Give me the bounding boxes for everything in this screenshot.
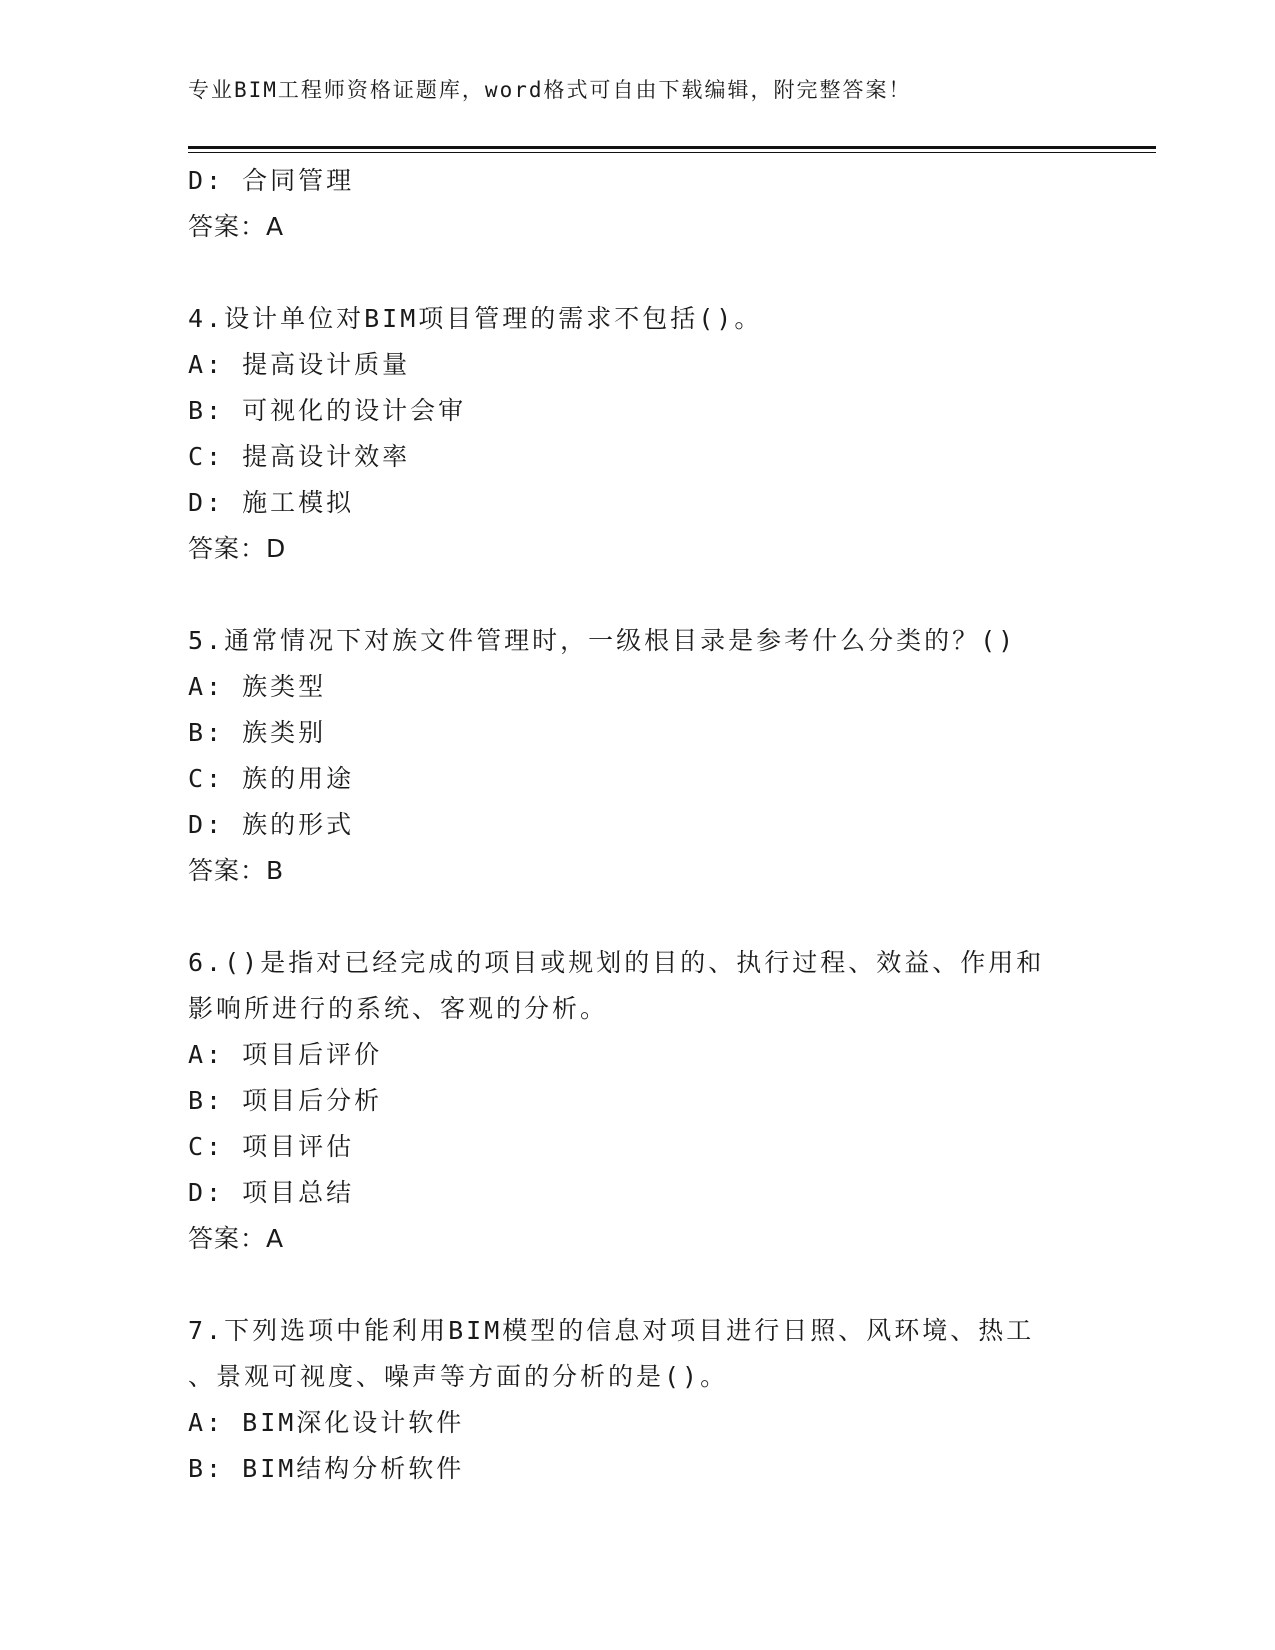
header-rule-thin bbox=[188, 152, 1156, 153]
answer-line: 答案：A bbox=[188, 1224, 285, 1253]
spacer bbox=[188, 1262, 1088, 1308]
option-b: B: BIM结构分析软件 bbox=[188, 1454, 465, 1483]
question-stem: 5.通常情况下对族文件管理时，一级根目录是参考什么分类的？() bbox=[188, 626, 1017, 655]
option-b: B: 可视化的设计会审 bbox=[188, 396, 467, 425]
option-d: D: 族的形式 bbox=[188, 810, 355, 839]
option-c: C: 族的用途 bbox=[188, 764, 355, 793]
answer-line: 答案：A bbox=[188, 212, 285, 241]
option-d: D: 施工模拟 bbox=[188, 488, 355, 517]
option-c: C: 项目评估 bbox=[188, 1132, 355, 1161]
question-stem-continued: 、景观可视度、噪声等方面的分析的是()。 bbox=[188, 1362, 729, 1391]
option-a: A: BIM深化设计软件 bbox=[188, 1408, 465, 1437]
answer-line: 答案：B bbox=[188, 856, 285, 885]
question-stem-continued: 影响所进行的系统、客观的分析。 bbox=[188, 994, 609, 1023]
question-stem: 4.设计单位对BIM项目管理的需求不包括()。 bbox=[188, 304, 763, 333]
option-d: D: 合同管理 bbox=[188, 166, 355, 195]
option-d: D: 项目总结 bbox=[188, 1178, 355, 1207]
option-c: C: 提高设计效率 bbox=[188, 442, 411, 471]
spacer bbox=[188, 250, 1088, 296]
question-block bbox=[188, 296, 1088, 572]
page-header: 专业BIM工程师资格证题库，word格式可自由下载编辑，附完整答案！ bbox=[188, 78, 912, 102]
question-stem: 6.()是指对已经完成的项目或规划的目的、执行过程、效益、作用和 bbox=[188, 948, 1045, 977]
spacer bbox=[188, 572, 1088, 618]
option-a: A: 项目后评价 bbox=[188, 1040, 383, 1069]
question-block bbox=[188, 618, 1088, 894]
header-rule-thick bbox=[188, 146, 1156, 149]
option-a: A: 提高设计质量 bbox=[188, 350, 411, 379]
spacer bbox=[188, 894, 1088, 940]
question-block bbox=[188, 940, 1088, 1262]
question-block bbox=[188, 1308, 1088, 1492]
question-stem: 7.下列选项中能利用BIM模型的信息对项目进行日照、风环境、热工 bbox=[188, 1316, 1035, 1345]
question-content bbox=[188, 158, 1088, 1492]
option-a: A: 族类型 bbox=[188, 672, 327, 701]
option-b: B: 项目后分析 bbox=[188, 1086, 383, 1115]
option-b: B: 族类别 bbox=[188, 718, 327, 747]
answer-line: 答案：D bbox=[188, 534, 287, 563]
